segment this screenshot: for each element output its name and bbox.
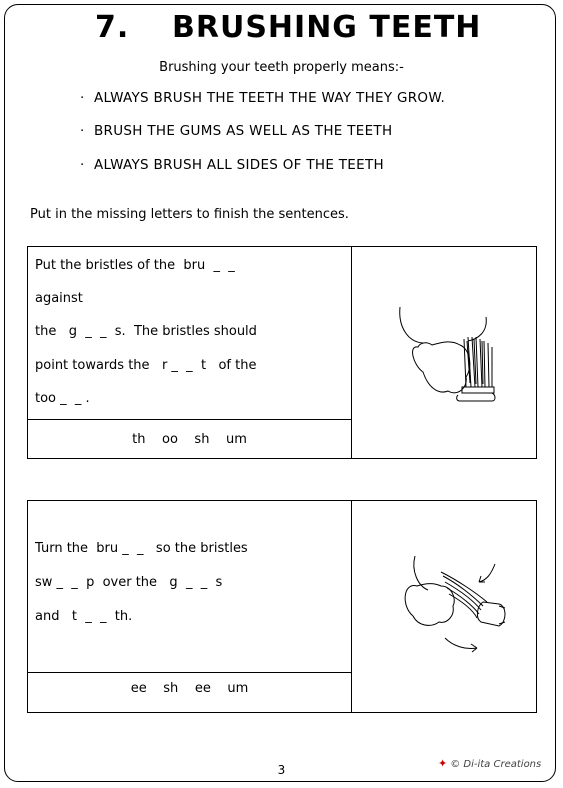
creator-logo-icon: ✦ [438,757,448,770]
toothbrush-sweep-icon [373,546,533,666]
bullet-marker: · [80,157,85,173]
bullet-item [80,157,384,173]
sentence-line: and t _ _ th. [35,609,133,624]
sentence-line: too _ _ . [35,391,90,406]
credit [438,757,541,770]
instruction: Put in the missing letters to finish the sentences. [30,207,349,222]
divider-vertical [351,247,352,458]
subtitle: Brushing your teeth properly means:- [159,60,404,75]
sentence-line: Put the bristles of the bru _ _ [35,258,235,273]
divider-horizontal [28,672,351,673]
letter-options: ee sh ee um [130,681,249,696]
title-number: 7. [95,10,130,45]
page-title [0,10,563,50]
letter-options: th oo sh um [132,432,247,447]
credit-text: © Di-ita Creations [450,759,542,770]
title-text: BRUSHING TEETH [172,10,482,45]
bullet-text: BRUSH THE GUMS AS WELL AS THE TEETH [94,123,393,139]
divider-vertical [351,501,352,712]
exercise-2-box [27,500,537,713]
exercise-1-box [27,246,537,459]
bullet-text: ALWAYS BRUSH ALL SIDES OF THE TEETH [94,157,384,173]
toothbrush-tooth-icon [368,287,528,417]
sentence-line: against [35,291,83,306]
divider-horizontal [28,419,351,420]
bullet-marker: · [80,90,85,106]
sentence-line: point towards the r _ _ t of the [35,358,257,373]
sentence-line: the g _ _ s. The bristles should [35,324,257,339]
sentence-line: Turn the bru _ _ so the bristles [35,541,248,556]
bullet-item [80,123,392,139]
bullet-text: ALWAYS BRUSH THE TEETH THE WAY THEY GROW. [94,90,446,106]
bullet-item [80,90,445,106]
bullet-marker: · [80,123,85,139]
sentence-line: sw _ _ p over the g _ _ s [35,575,223,590]
page-number: 3 [277,763,286,777]
